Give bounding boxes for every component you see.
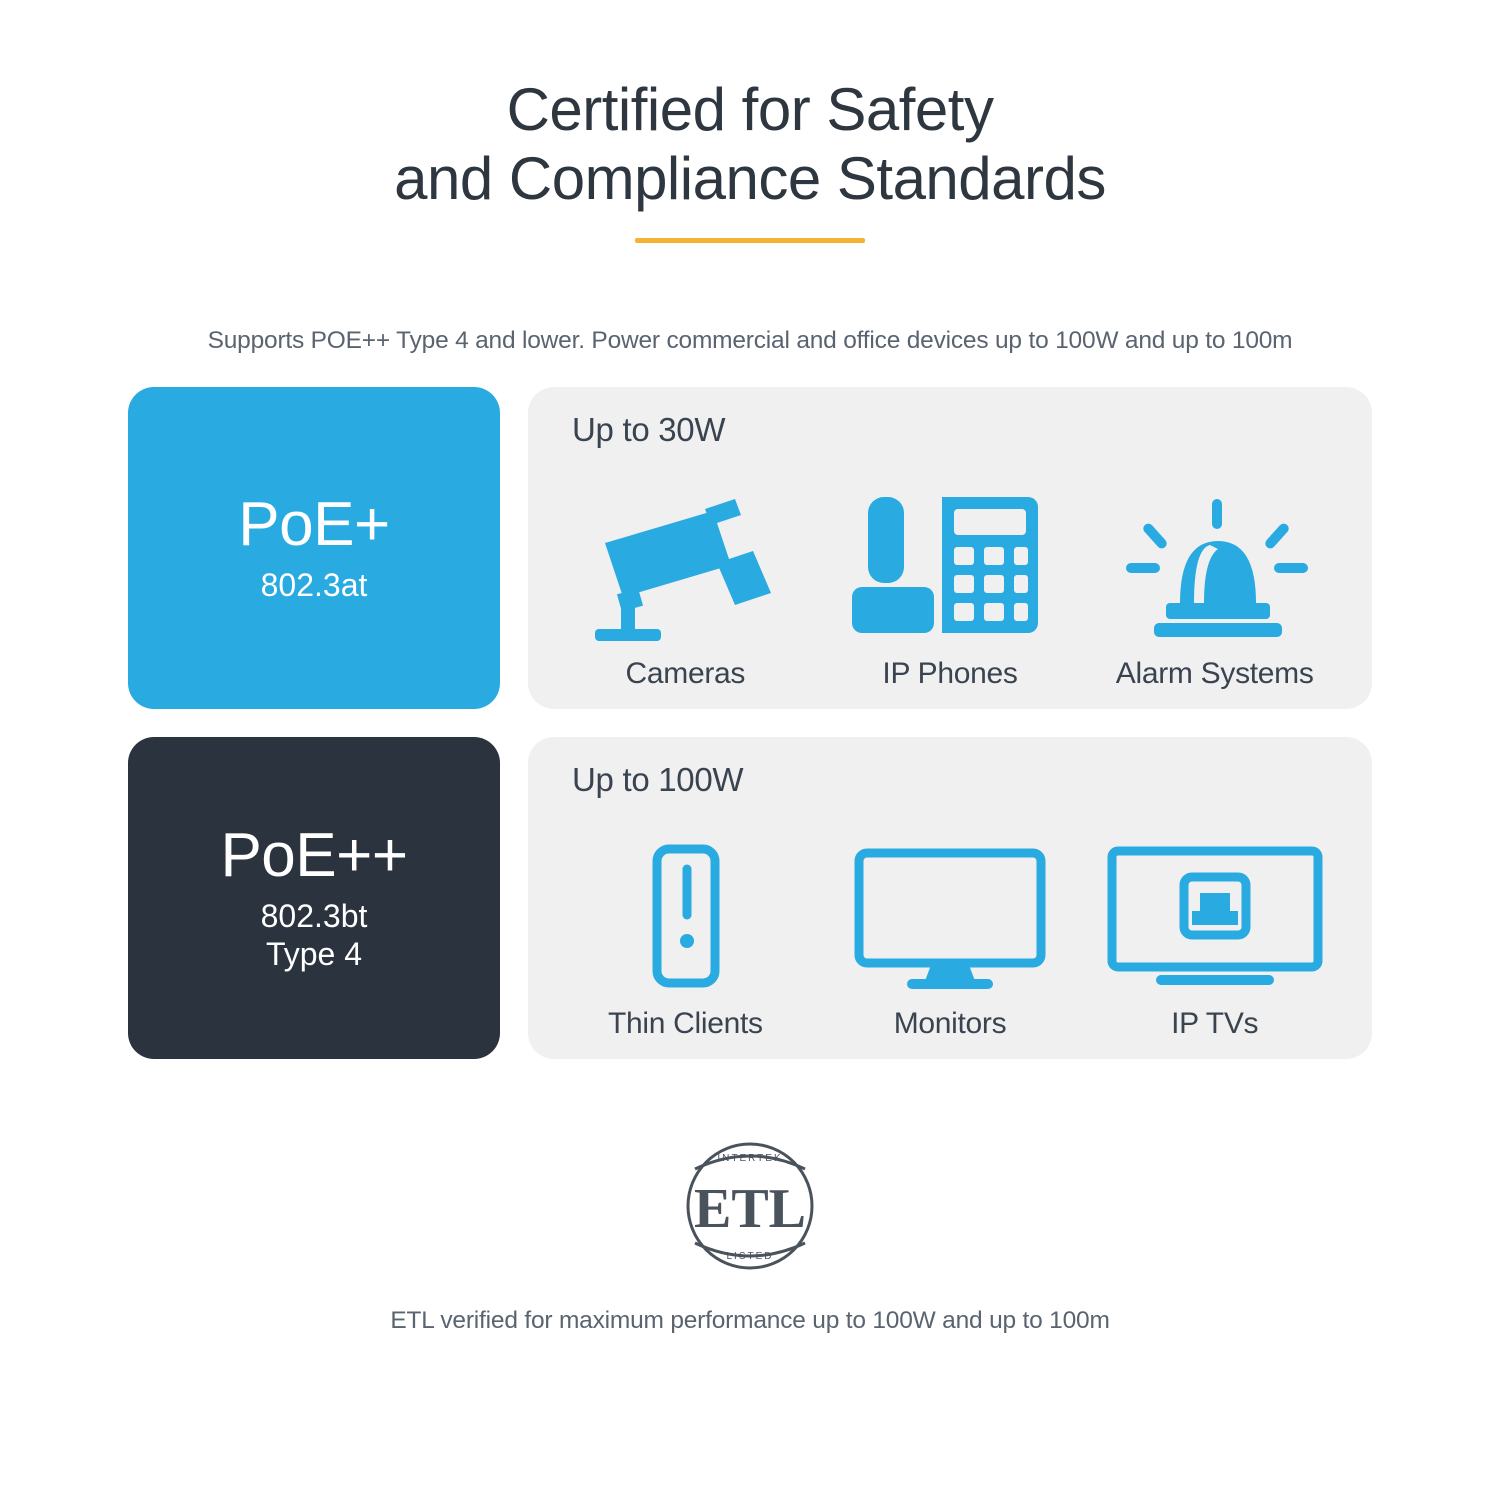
device-label-cameras: Cameras: [625, 657, 746, 690]
etl-mark-bottom-text: LISTED: [726, 1251, 774, 1262]
device-label-ip-tvs: IP TVs: [1171, 1007, 1259, 1040]
poe-plusplus-panel: [528, 737, 1372, 1059]
alarm-siren-icon: [1110, 481, 1320, 651]
poe-plusplus-device-list: [558, 799, 1342, 1041]
poe-plus-panel: [528, 387, 1372, 709]
page-title-line-2: and Compliance Standards: [394, 145, 1106, 212]
device-label-thin-clients: Thin Clients: [607, 1007, 763, 1040]
device-label-monitors: Monitors: [893, 1007, 1007, 1040]
device-item-monitors: [823, 831, 1078, 1041]
poe-plus-badge-standard: 802.3at: [260, 566, 368, 603]
device-label-ip-phones: IP Phones: [882, 657, 1018, 690]
poe-plus-row: [128, 387, 1372, 709]
certification-footer: [0, 1131, 1500, 1335]
ip-tv-icon: [1100, 831, 1330, 1001]
etl-mark-wrap: [0, 1131, 1500, 1281]
header: [0, 0, 1500, 243]
poe-plus-badge: [128, 387, 500, 709]
device-item-cameras: [558, 481, 813, 691]
poe-plusplus-badge-title: PoE++: [220, 820, 408, 890]
thin-client-icon: [595, 831, 775, 1001]
etl-mark-main-text: ETL: [693, 1178, 807, 1240]
poe-plusplus-power-heading: Up to 100W: [572, 761, 744, 798]
etl-mark-top-text: INTERTEK: [717, 1153, 783, 1164]
device-item-thin-clients: [558, 831, 813, 1041]
poe-plus-device-list: [558, 449, 1342, 691]
page-title-line-1: Certified for Safety: [506, 76, 994, 143]
subtitle-text: Supports POE++ Type 4 and lower. Power commercial and office devices up to 100W and up to 100m: [207, 327, 1293, 354]
security-camera-icon: [585, 481, 785, 651]
etl-listed-mark-icon: [665, 1131, 835, 1281]
poe-plusplus-badge-type: Type 4: [265, 935, 363, 972]
device-item-alarm-systems: [1087, 481, 1342, 691]
poe-rows: [0, 387, 1500, 1059]
poe-plusplus-row: [128, 737, 1372, 1059]
poe-plusplus-badge: [128, 737, 500, 1059]
poe-plusplus-badge-standard: 802.3bt: [260, 897, 368, 934]
device-item-ip-tvs: [1087, 831, 1342, 1041]
monitor-icon: [845, 831, 1055, 1001]
device-label-alarm-systems: Alarm Systems: [1115, 657, 1314, 690]
certification-note: ETL verified for maximum performance up to 100W and up to 100m: [390, 1307, 1110, 1334]
device-item-ip-phones: [823, 481, 1078, 691]
poe-plus-power-heading: Up to 30W: [572, 411, 726, 448]
title-underline-accent: [635, 238, 865, 243]
poe-plus-badge-title: PoE+: [238, 489, 390, 559]
ip-phone-icon: [850, 481, 1050, 651]
